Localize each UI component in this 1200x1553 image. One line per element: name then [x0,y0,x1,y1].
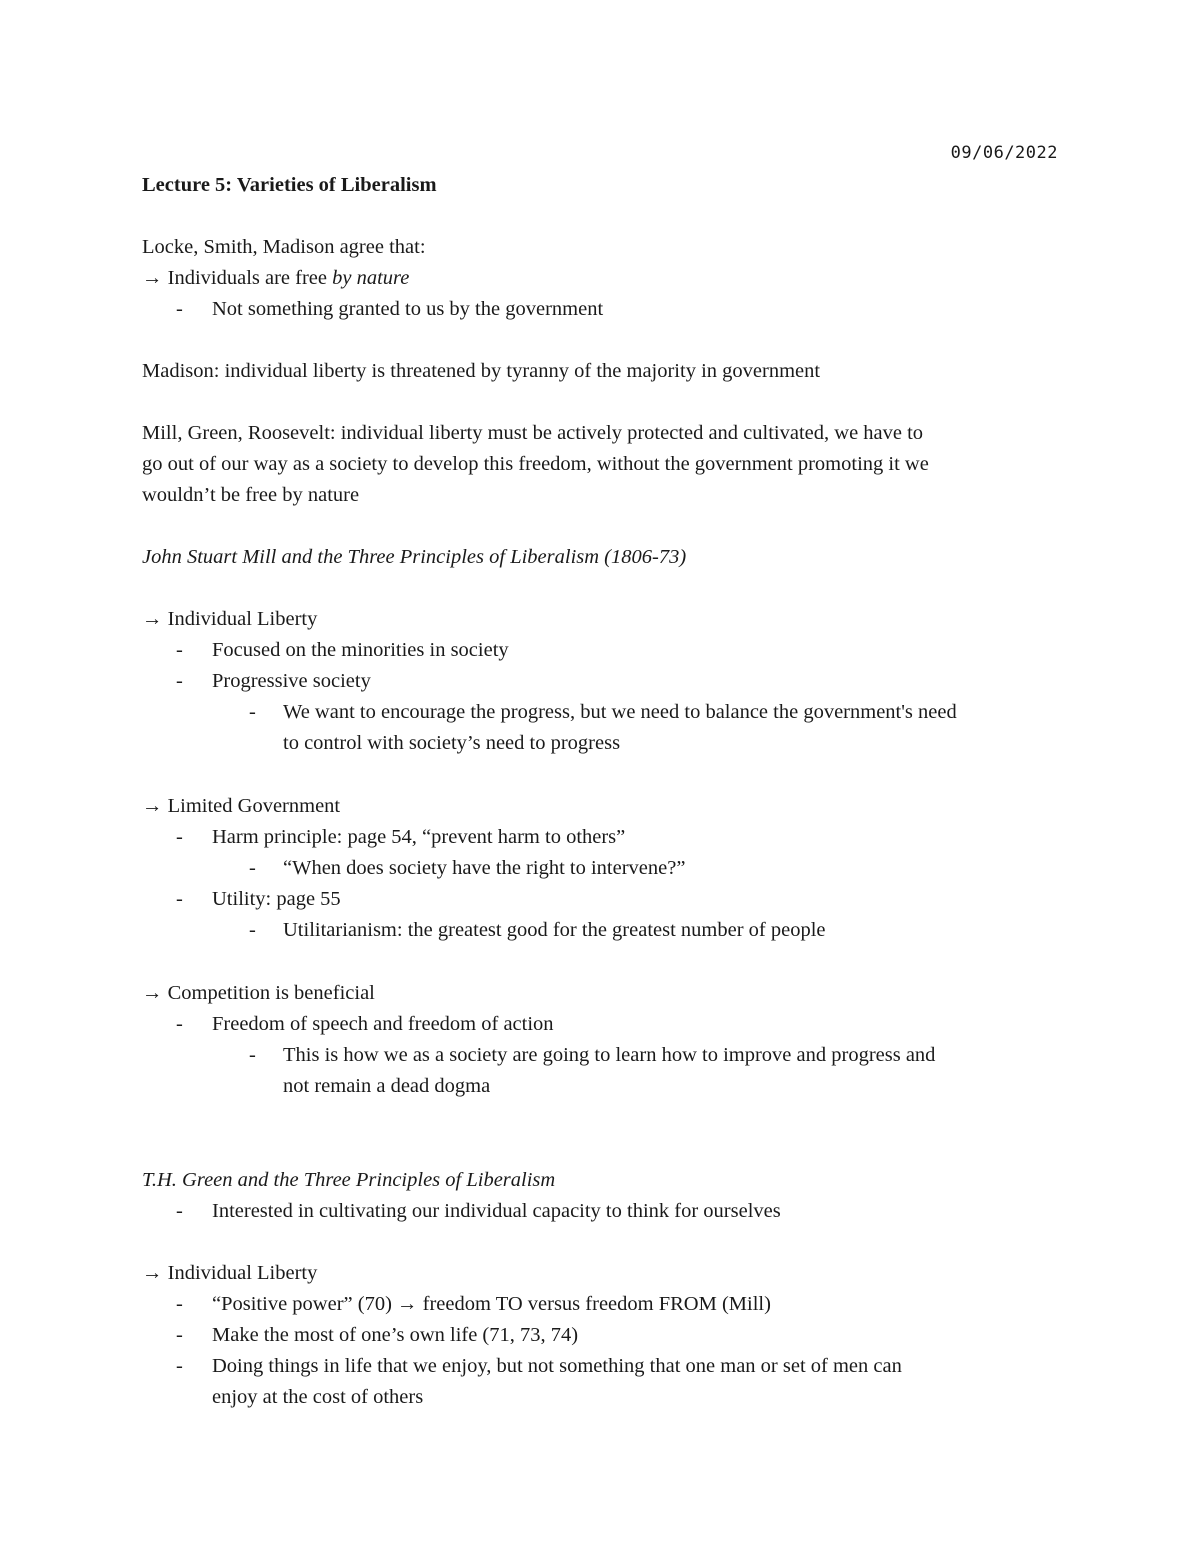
bullet-dash: - [176,1293,183,1315]
bullet-dash: - [176,670,183,692]
bullet-dash: - [249,1044,256,1066]
mill-competition-b1-sub-2: not remain a dead dogma [283,1075,491,1097]
bullet-dash: - [176,1200,183,1222]
date: 09/06/2022 [950,143,1058,163]
mill-government-b1-sub: “When does society have the right to intervene?” [283,857,686,879]
mill-government-b2: Utility: page 55 [212,888,341,910]
green-liberty-b3-line-1: Doing things in life that we enjoy, but not something that one man or set of men can [212,1355,902,1377]
madison-statement: Madison: individual liberty is threatened by tyranny of the majority in government [142,360,821,382]
mill-green-line-1: Mill, Green, Roosevelt: individual liberty must be actively protected and cultivated, we have to [142,422,924,444]
green-section-heading: T.H. Green and the Three Principles of Liberalism [142,1169,556,1191]
mill-green-line-2: go out of our way as a society to develop this freedom, without the government promoting it we [142,453,929,475]
intro-point [142,268,409,289]
mill-liberty-b2: Progressive society [212,670,371,692]
green-liberty-head: → Individual Liberty [142,1262,318,1284]
mill-liberty-b2-sub-1: We want to encourage the progress, but we need to balance the government's need [283,701,957,723]
mill-government-b2-sub: Utilitarianism: the greatest good for the greatest number of people [283,919,826,941]
mill-liberty-head: → Individual Liberty [142,608,318,630]
bullet-dash: - [176,888,183,910]
intro-point-emphasis: by nature [332,267,410,289]
intro-sub: Not something granted to us by the government [212,298,604,320]
intro-lead: Locke, Smith, Madison agree that: [142,236,426,258]
green-intro-bullet: Interested in cultivating our individual capacity to think for ourselves [212,1200,781,1222]
bullet-dash: - [176,1013,183,1035]
bullet-dash: - [249,919,256,941]
green-liberty-b1: “Positive power” (70) → freedom TO versus freedom FROM (Mill) [212,1293,771,1315]
mill-government-head: → Limited Government [142,795,341,817]
bullet-dash: - [176,1355,183,1377]
bullet-dash: - [176,298,183,320]
mill-liberty-b1: Focused on the minorities in society [212,639,509,661]
mill-competition-head: → Competition is beneficial [142,982,375,1004]
lecture-title: Lecture 5: Varieties of Liberalism [142,174,437,196]
bullet-dash: - [176,826,183,848]
green-liberty-b2: Make the most of one’s own life (71, 73, 74) [212,1324,579,1346]
mill-government-b1: Harm principle: page 54, “prevent harm to others” [212,826,626,848]
mill-competition-b1-sub-1: This is how we as a society are going to learn how to improve and progress and [283,1044,936,1066]
green-liberty-b3-line-2: enjoy at the cost of others [212,1386,424,1408]
mill-section-heading: John Stuart Mill and the Three Principles of Liberalism (1806-73) [142,546,687,568]
bullet-dash: - [249,701,256,723]
mill-competition-b1: Freedom of speech and freedom of action [212,1013,554,1035]
bullet-dash: - [176,1324,183,1346]
bullet-dash: - [176,639,183,661]
bullet-dash: - [249,857,256,879]
mill-liberty-b2-sub-2: to control with society’s need to progress [283,732,621,754]
intro-point-text: → Individuals are free [142,267,333,289]
mill-green-line-3: wouldn’t be free by nature [142,484,360,506]
